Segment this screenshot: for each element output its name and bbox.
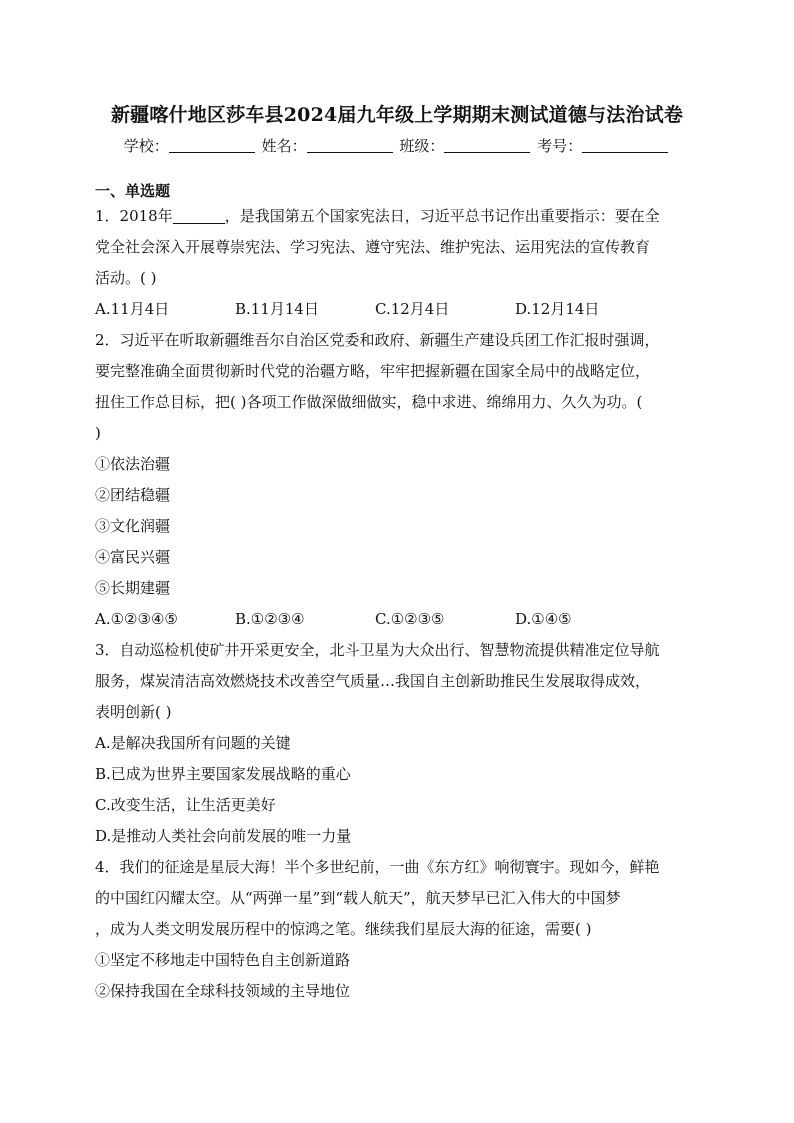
q2-option-b: B.①②③④	[235, 610, 305, 628]
q2-line: 扭住工作总目标，把( )各项工作做深做细做实，稳中求进、绵绵用力、久久为功。(	[95, 393, 643, 411]
q1-option-c: C.12月4日	[375, 300, 450, 318]
class-label: 班级：	[399, 137, 445, 155]
q3-line: 表明创新( )	[95, 703, 172, 721]
q2-item: ④富民兴疆	[95, 548, 171, 566]
q2-options	[95, 604, 699, 635]
name-label: 姓名：	[261, 137, 307, 155]
exam-title: 新疆喀什地区莎车县2024届九年级上学期期末测试道德与法治试卷	[110, 104, 684, 126]
q1-option-b: B.11月14日	[235, 300, 319, 318]
q3-option-b: B.已成为世界主要国家发展战略的重心	[95, 765, 351, 783]
q1-options	[95, 294, 699, 325]
q1-line: 活动。( )	[95, 269, 157, 287]
q4-item: ②保持我国在全球科技领域的主导地位	[95, 982, 351, 1000]
q2-option-d: D.①④⑤	[515, 610, 572, 628]
exam-no-blank	[582, 138, 668, 153]
q2-item: ②团结稳疆	[95, 486, 171, 504]
q3-line: 服务，煤炭清洁高效燃烧技术改善空气质量…我国自主创新助推民生发展取得成效，	[95, 672, 651, 690]
q4-item: ①坚定不移地走中国特色自主创新道路	[95, 951, 351, 969]
exam-no-label: 考号：	[537, 137, 583, 155]
section-heading: 一、单选题	[95, 182, 171, 200]
q3-option-a: A.是解决我国所有问题的关键	[95, 734, 291, 752]
q1-option-d: D.12月14日	[515, 300, 600, 318]
q1-line: 1．2018年 ，是我国第五个国家宪法日，习近平总书记作出重要指示：要在全	[95, 207, 660, 225]
q4-line: ，成为人类文明发展历程中的惊鸿之笔。继续我们星辰大海的征途，需要( )	[95, 920, 592, 938]
q4-line: 的中国红闪耀太空。从“两弹一星”到“载人航天”，航天梦早已汇入伟大的中国梦	[95, 889, 621, 907]
class-blank	[444, 138, 530, 153]
q1-fill-blank	[173, 207, 225, 224]
q3-option-d: D.是推动人类社会向前发展的唯一力量	[95, 827, 352, 845]
q2-line: )	[95, 424, 101, 442]
q2-line: 要完整准确全面贯彻新时代党的治疆方略，牢牢把握新疆在国家全局中的战略定位，	[95, 362, 651, 380]
q2-item: ⑤长期建疆	[95, 579, 171, 597]
q1-line: 党全社会深入开展尊崇宪法、学习宪法、遵守宪法、维护宪法、运用宪法的宣传教育	[95, 238, 651, 256]
school-label: 学校：	[123, 137, 169, 155]
question-list	[95, 201, 699, 1007]
q1-option-a: A.11月4日	[95, 300, 170, 318]
q2-option-c: C.①②③⑤	[375, 610, 445, 628]
q3-option-c: C.改变生活，让生活更美好	[95, 796, 276, 814]
name-blank	[307, 138, 393, 153]
q2-line: 2．习近平在听取新疆维吾尔自治区党委和政府、新疆生产建设兵团工作汇报时强调，	[95, 331, 660, 349]
q2-item: ③文化润疆	[95, 517, 171, 535]
q2-item: ①依法治疆	[95, 455, 171, 473]
q2-option-a: A.①②③④⑤	[95, 610, 178, 628]
q3-line: 3．自动巡检机使矿井开采更安全，北斗卫星为大众出行、智慧物流提供精准定位导航	[95, 641, 660, 659]
student-info-row	[0, 135, 794, 156]
q4-line: 4．我们的征途是星辰大海！半个多世纪前，一曲《东方红》响彻寰宇。现如今，鲜艳	[95, 858, 660, 876]
school-blank	[169, 138, 255, 153]
